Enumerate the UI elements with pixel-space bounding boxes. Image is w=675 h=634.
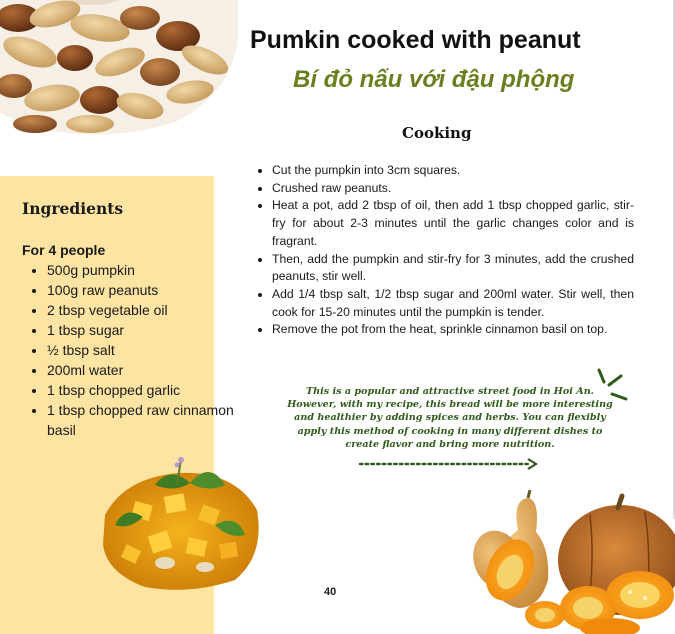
ingredients-list xyxy=(22,260,237,440)
ingredient-item: • 2 tbsp vegetable oil xyxy=(47,300,237,320)
cooking-step: • Cut the pumpkin into 3cm squares. xyxy=(272,162,634,180)
recipe-note: This is a popular and attractive street food in Hoi An. However, with my recipe, this bread will be more interesting and healthier by adding spices and herbs. You can flexibly apply this method of cooking in many different dishes to create flavor and bring more nutrition. xyxy=(287,386,613,450)
dotted-arrow-icon xyxy=(358,457,540,471)
ingredient-item: • 500g pumpkin xyxy=(47,260,237,280)
ingredient-item: • ½ tbsp salt xyxy=(47,340,237,360)
page-number: 40 xyxy=(324,586,337,598)
pumpkins-photo xyxy=(470,490,675,634)
page-title: Pumkin cooked with peanut xyxy=(250,26,581,54)
serving-size: For 4 people xyxy=(22,242,106,258)
ingredient-item: • 100g raw peanuts xyxy=(47,280,237,300)
cooking-step: • Then, add the pumpkin and stir-fry for 3 minutes, add the crushed peanuts, stir well. xyxy=(272,251,634,286)
nuts-photo xyxy=(0,0,238,140)
ingredients-heading: Ingredients xyxy=(22,199,124,218)
pumpkin-stew-photo xyxy=(95,455,265,595)
cooking-step: • Heat a pot, add 2 tbsp of oil, then add 1 tbsp chopped garlic, stir-fry for about 2-3 minutes until the garlic changes color and is fragrant. xyxy=(272,197,634,250)
ingredient-item: • 1 tbsp chopped garlic xyxy=(47,380,237,400)
cooking-steps xyxy=(253,162,634,339)
cooking-step: • Crushed raw peanuts. xyxy=(272,180,634,198)
ingredient-item: • 1 tbsp sugar xyxy=(47,320,237,340)
page-subtitle: Bí đỏ nấu với đậu phộng xyxy=(293,66,575,93)
cooking-heading: Cooking xyxy=(402,124,472,142)
ingredient-item: • 200ml water xyxy=(47,360,237,380)
ingredient-item: • 1 tbsp chopped raw cinnamon basil xyxy=(47,400,237,440)
cooking-step: • Remove the pot from the heat, sprinkle cinnamon basil on top. xyxy=(272,321,634,339)
cooking-step: • Add 1/4 tbsp salt, 1/2 tbsp sugar and 200ml water. Stir well, then cook for 15-20 minutes until the pumpkin is tender. xyxy=(272,286,634,321)
